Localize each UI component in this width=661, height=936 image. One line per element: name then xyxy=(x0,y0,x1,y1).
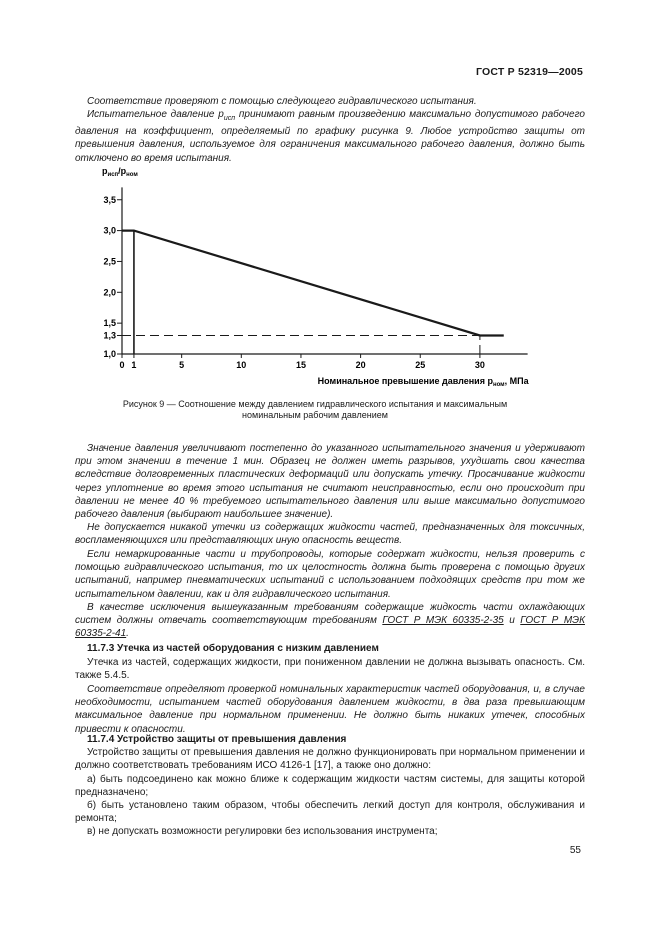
y-tick-label: 3,5 xyxy=(103,194,116,205)
reference-link-60335-2-41[interactable]: ГОСТ Р МЭК 60335-2-41 xyxy=(75,615,585,640)
figure-9-chart xyxy=(96,160,536,390)
series-line xyxy=(122,231,504,336)
y-axis-title: $p_{исп}/p_{ном}$ xyxy=(102,166,138,178)
x-tick-label: 5 xyxy=(179,360,185,370)
figure-caption: Рисунок 9 — Соотношение между давлением гидравлического испытания и максимальным номинальным рабочим давлением xyxy=(122,399,508,420)
section-11-7-3-text: Утечка из частей, содержащих жидкости, при пониженном давлении не должна вызывать опасность. См. также 5.4.5. xyxy=(75,657,585,682)
x-tick-label: 10 xyxy=(236,360,247,370)
x-tick-label: 1 xyxy=(131,360,137,370)
intro-paragraph-1: Соответствие проверяют с помощью следующего гидравлического испытания. xyxy=(87,96,477,107)
x-tick-label: 20 xyxy=(355,360,366,370)
section-11-7-4-heading: 11.7.4 Устройство защиты от превышения давления xyxy=(87,734,347,745)
y-tick-label: 1,5 xyxy=(103,318,116,329)
reference-lines xyxy=(122,231,480,354)
x-tick-label: 30 xyxy=(474,360,485,370)
list-item-c: в) не допускать возможности регулировки без использования инструмента; xyxy=(87,826,438,837)
document-id-header: ГОСТ Р 52319—2005 xyxy=(475,66,583,78)
paragraph-unmarked-parts: Если немаркированные части и трубопроводы, которые содержат жидкости, нельзя проверить с помощью гидравлического испытания, то их целостность должна быть проверена с помощью других испытаний, например пневматических испытаний с использованием подходящих средств при том же испытательном давлении, как и для гидравлического испытания. xyxy=(75,549,585,600)
y-tick-label: 2,5 xyxy=(103,256,116,267)
list-item-b: б) быть установлено таким образом, чтобы обеспечить легкий доступ для контроля, обслуживания и ремонта; xyxy=(75,800,585,825)
page-number: 55 xyxy=(569,845,581,856)
reference-link-60335-2-35[interactable]: ГОСТ Р МЭК 60335-2-35 xyxy=(382,615,504,627)
x-tick-label: 15 xyxy=(295,360,306,370)
test-pressure-symbol: $p_{исп}$ xyxy=(218,109,236,122)
y-tick-label: 2,0 xyxy=(103,287,116,298)
x-tick-label: 0 xyxy=(119,360,125,370)
paragraph-exception: В качестве исключения вышеуказанным требованиям содержащие жидкость части охлаждающих систем должны отвечать соответствующим требованиям ГОСТ Р МЭК 60335-2-35 и ГОСТ Р МЭК 60335-2-41. xyxy=(75,602,585,640)
chart-svg xyxy=(96,160,536,390)
paragraph-no-leakage: Не допускается никакой утечки из содержащих жидкости частей, предназначенных для токсичных, воспламеняющихся или представляющих иную опасность веществ. xyxy=(75,522,585,547)
list-item-a: а) быть подсоединено как можно ближе к содержащим жидкости частям системы, для защиты которой предназначено; xyxy=(75,774,585,799)
section-11-7-3-compliance: Соответствие определяют проверкой номинальных характеристик частей оборудования, и, в случае необходимости, испытанием частей оборудования давлением жидкости, в два раза превышающим максимальное давление при нормальном применении. Не должно быть никаких утечек, способных привести к опасности. xyxy=(75,684,585,735)
y-tick-label: 1,0 xyxy=(103,349,116,359)
axis-ticks xyxy=(103,195,484,370)
paragraph-pressure-increase: Значение давления увеличивают постепенно до указанного испытательного значения и удерживают при этом значении в течение 1 мин. Образец не должен иметь разрывов, ухудшать свои качества вследствие долговременных пластических деформаций или допускать утечку. Просачивание жидкости через уплотнение во время этого испытания не считают неисправностью, если оно происходит при давлении не менее 40 % требуемого испытательного давления или выше максимально допустимого рабочего давления (выбирают наибольшее значение). xyxy=(75,443,585,521)
intro-p2-start: Испытательное давление xyxy=(87,109,219,120)
x-axis-title: Номинальное превышение давления $p_{ном}$, МПа xyxy=(317,376,529,388)
y-tick-label: 3,0 xyxy=(103,225,116,236)
section-11-7-4-text: Устройство защиты от превышения давления не должно функционировать при нормальном применении и должно соответствовать требованиям ИСО 4126-1 [17], а также оно должно: xyxy=(75,747,585,772)
intro-paragraph-2 xyxy=(75,108,585,165)
x-tick-label: 25 xyxy=(415,360,426,370)
y-tick-label: 1,3 xyxy=(103,330,116,341)
section-11-7-3-heading: 11.7.3 Утечка из частей оборудования с низким давлением xyxy=(87,643,379,654)
intro-p2-end: принимают равным произведению максимально допустимого рабочего давления на коэффициент, определяемый по графику рисунка 9. Любое устройство защиты от превышения давления, используемое для ограничения максимального рабочего давления, должно быть отключено во время испытания. xyxy=(75,109,585,164)
